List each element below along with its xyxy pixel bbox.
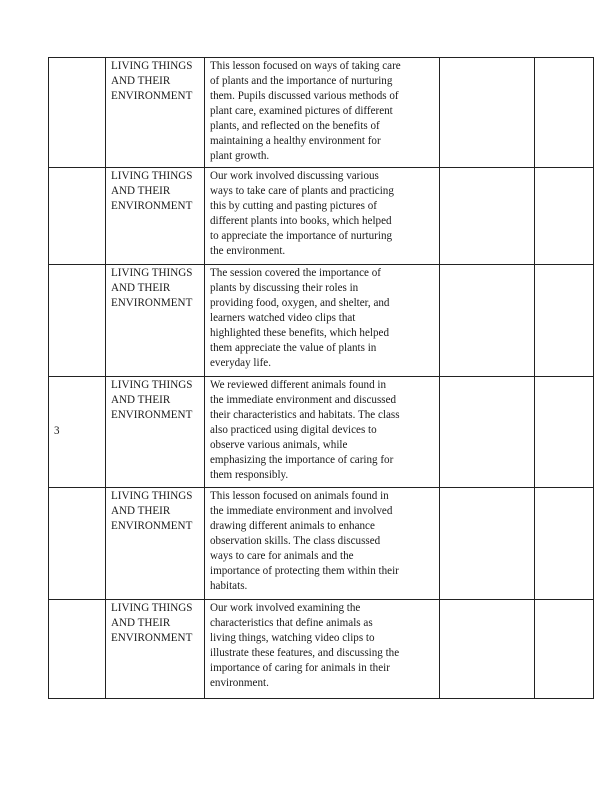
description-line: plants, and reflected on the benefits of	[210, 120, 380, 132]
strand-line: AND THEIR	[111, 617, 171, 629]
description-line: this by cutting and pasting pictures of	[210, 200, 377, 212]
description-line: characteristics that define animals as	[210, 617, 373, 629]
description-line: different plants into books, which helped	[210, 215, 392, 227]
description-line: environment.	[210, 677, 269, 689]
description-line: observe various animals, while	[210, 439, 348, 451]
table-row	[49, 58, 594, 168]
week-cell: 3	[49, 377, 106, 488]
table-row	[49, 600, 594, 699]
empty-cell-4	[440, 488, 535, 600]
strand-line: ENVIRONMENT	[111, 200, 193, 212]
description-line: Our work involved discussing various	[210, 170, 379, 182]
empty-cell-5	[535, 377, 594, 488]
description-line: highlighted these benefits, which helped	[210, 327, 389, 339]
strand-line: AND THEIR	[111, 394, 171, 406]
strand-line: LIVING THINGS	[111, 602, 193, 614]
strand-line: AND THEIR	[111, 282, 171, 294]
empty-cell-5	[535, 488, 594, 600]
description-line: observation skills. The class discussed	[210, 535, 381, 547]
description-line: the immediate environment and discussed	[210, 394, 397, 406]
description-line: ways to care for animals and the	[210, 550, 354, 562]
strand-cell	[106, 265, 205, 377]
description-line: to appreciate the importance of nurturing	[210, 230, 393, 242]
description-line: also practiced using digital devices to	[210, 424, 377, 436]
description-line: illustrate these features, and discussing the	[210, 647, 400, 659]
description-line: plant care, examined pictures of different	[210, 105, 393, 117]
description-line: plant growth.	[210, 150, 270, 162]
description-line: drawing different animals to enhance	[210, 520, 375, 532]
week-cell	[49, 168, 106, 265]
lesson-description-cell	[205, 265, 440, 377]
table-row	[49, 265, 594, 377]
strand-cell	[106, 600, 205, 699]
strand-line: ENVIRONMENT	[111, 297, 193, 309]
strand-line: AND THEIR	[111, 185, 171, 197]
description-line: maintaining a healthy environment for	[210, 135, 381, 147]
lesson-description-cell	[205, 377, 440, 488]
description-line: The session covered the importance of	[210, 267, 381, 279]
empty-cell-4	[440, 168, 535, 265]
description-line: habitats.	[210, 580, 248, 592]
lesson-description-cell	[205, 600, 440, 699]
strand-line: ENVIRONMENT	[111, 409, 193, 421]
strand-cell	[106, 168, 205, 265]
strand-line: LIVING THINGS	[111, 379, 193, 391]
description-line: We reviewed different animals found in	[210, 379, 387, 391]
strand-cell	[106, 488, 205, 600]
week-cell	[49, 600, 106, 699]
strand-line: AND THEIR	[111, 505, 171, 517]
empty-cell-5	[535, 168, 594, 265]
description-line: learners watched video clips that	[210, 312, 356, 324]
description-line: plants by discussing their roles in	[210, 282, 359, 294]
description-line: living things, watching video clips to	[210, 632, 375, 644]
lesson-description-cell	[205, 488, 440, 600]
description-line: emphasizing the importance of caring for	[210, 454, 394, 466]
description-line: the immediate environment and involved	[210, 505, 393, 517]
description-line: them. Pupils discussed various methods of	[210, 90, 399, 102]
empty-cell-5	[535, 265, 594, 377]
description-line: This lesson focused on animals found in	[210, 490, 389, 502]
table-row	[49, 488, 594, 600]
description-line: This lesson focused on ways of taking care	[210, 60, 401, 72]
lesson-description-cell	[205, 58, 440, 168]
description-line: importance of caring for animals in their	[210, 662, 390, 674]
description-line: of plants and the importance of nurturing	[210, 75, 393, 87]
week-cell	[49, 265, 106, 377]
description-line: everyday life.	[210, 357, 271, 369]
strand-line: LIVING THINGS	[111, 170, 193, 182]
description-line: ways to take care of plants and practicing	[210, 185, 394, 197]
empty-cell-5	[535, 600, 594, 699]
week-cell	[49, 58, 106, 168]
strand-cell	[106, 377, 205, 488]
strand-line: ENVIRONMENT	[111, 632, 193, 644]
strand-line: AND THEIR	[111, 75, 171, 87]
strand-line: LIVING THINGS	[111, 490, 193, 502]
strand-line: LIVING THINGS	[111, 267, 193, 279]
empty-cell-4	[440, 600, 535, 699]
empty-cell-4	[440, 265, 535, 377]
description-line: their characteristics and habitats. The class	[210, 409, 400, 421]
lesson-description-cell	[205, 168, 440, 265]
week-cell	[49, 488, 106, 600]
strand-cell	[106, 58, 205, 168]
description-line: them appreciate the value of plants in	[210, 342, 377, 354]
strand-line: ENVIRONMENT	[111, 520, 193, 532]
table-row	[49, 168, 594, 265]
description-line: importance of protecting them within their	[210, 565, 399, 577]
description-line: Our work involved examining the	[210, 602, 361, 614]
empty-cell-4	[440, 58, 535, 168]
lesson-log-table	[48, 57, 594, 699]
description-line: the environment.	[210, 245, 286, 257]
description-line: providing food, oxygen, and shelter, and	[210, 297, 390, 309]
strand-line: LIVING THINGS	[111, 60, 193, 72]
description-line: them responsibly.	[210, 469, 289, 481]
table-row	[49, 377, 594, 488]
empty-cell-4	[440, 377, 535, 488]
empty-cell-5	[535, 58, 594, 168]
strand-line: ENVIRONMENT	[111, 90, 193, 102]
